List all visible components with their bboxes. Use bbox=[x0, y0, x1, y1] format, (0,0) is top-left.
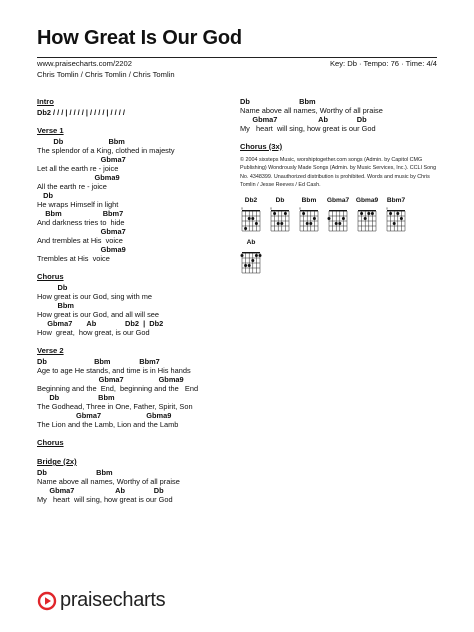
title-divider bbox=[37, 57, 437, 58]
chord-line: Gbma7 Gbma9 bbox=[37, 375, 184, 384]
fretboard-grid bbox=[240, 247, 262, 277]
lyric-line: My heart will sing, how great is our God bbox=[37, 495, 173, 504]
lyric-line: Let all the earth re - joice bbox=[37, 164, 119, 173]
lyric-line: The Godhead, Three in One, Father, Spirit, Son bbox=[37, 402, 193, 411]
finger-dot bbox=[273, 212, 276, 215]
song-title: How Great Is Our God bbox=[37, 27, 242, 49]
chord-diagram bbox=[269, 197, 291, 235]
finger-dot bbox=[313, 217, 316, 220]
section-title-chorus-3x: Chorus (3x) bbox=[240, 142, 283, 151]
section-title: Chorus bbox=[37, 272, 64, 281]
lyric-line: Age to age He stands, and time is in His hands bbox=[37, 366, 191, 375]
chord-line: Gbma7 Ab Db bbox=[240, 115, 367, 124]
fretboard-grid bbox=[327, 205, 349, 235]
chord-name: Db2 bbox=[244, 197, 258, 205]
lyric-line: And trembles at His voice bbox=[37, 236, 123, 245]
chord-diagram bbox=[356, 197, 378, 235]
chord-line: Bbm bbox=[37, 301, 74, 310]
fretboard-grid bbox=[269, 205, 291, 235]
finger-dot bbox=[248, 264, 251, 267]
chord-line: Db Bbm Bbm7 bbox=[37, 357, 160, 366]
chord-line: Gbma7 Gbma9 bbox=[37, 411, 172, 420]
fretboard-grid bbox=[298, 205, 320, 235]
section-title: Verse 1 bbox=[37, 126, 64, 135]
song-section bbox=[37, 272, 227, 337]
finger-dot bbox=[306, 222, 309, 225]
chord-line: Gbma7 Ab Db bbox=[37, 486, 164, 495]
finger-dot bbox=[338, 222, 341, 225]
finger-dot bbox=[400, 217, 403, 220]
chord-diagram bbox=[298, 197, 320, 235]
section-title: Intro bbox=[37, 97, 54, 106]
finger-dot bbox=[396, 212, 399, 215]
finger-dot bbox=[335, 222, 338, 225]
chord-name: Gbma7 bbox=[326, 197, 350, 205]
section-title: Verse 2 bbox=[37, 346, 64, 355]
song-section bbox=[37, 346, 227, 429]
chord-name: Bbm bbox=[301, 197, 317, 205]
lyric-line: Trembles at His voice bbox=[37, 254, 110, 263]
finger-dot bbox=[259, 254, 262, 257]
section-title: Bridge (2x) bbox=[37, 457, 77, 466]
finger-dot bbox=[367, 212, 370, 215]
play-circle-icon bbox=[37, 591, 57, 611]
finger-dot bbox=[328, 217, 331, 220]
finger-dot bbox=[371, 212, 374, 215]
chord-diagram-row bbox=[240, 197, 440, 235]
chord-line: Gbma7 bbox=[37, 155, 126, 164]
finger-dot bbox=[302, 212, 305, 215]
lyric-line: How great is our God, and all will see bbox=[37, 310, 160, 319]
muted-string-marker: x bbox=[270, 206, 272, 211]
lyric-line: And darkness tries to hide bbox=[37, 218, 125, 227]
finger-dot bbox=[255, 254, 258, 257]
song-section bbox=[37, 457, 227, 504]
muted-string-marker: x bbox=[299, 206, 301, 211]
chord-diagram bbox=[240, 197, 262, 235]
finger-dot bbox=[364, 217, 367, 220]
chord-diagrams bbox=[240, 197, 440, 277]
finger-dot bbox=[389, 212, 392, 215]
lyric-line: All the earth re - joice bbox=[37, 182, 107, 191]
finger-dot bbox=[244, 227, 247, 230]
chord-line: Db2 / / / | / / / / | / / / / | / / / / bbox=[37, 108, 125, 117]
chord-line: Db Bbm bbox=[37, 137, 125, 146]
lyric-line: My heart will sing, how great is our God bbox=[240, 124, 376, 133]
finger-dot bbox=[244, 264, 247, 267]
left-column bbox=[37, 97, 227, 513]
lyric-line: Name above all names, Worthy of all praise bbox=[37, 477, 180, 486]
chord-line: Db Bbm bbox=[37, 393, 115, 402]
lyric-line: Beginning and the End, beginning and the End bbox=[37, 384, 199, 393]
lyric-line: How great, how great, is our God bbox=[37, 328, 150, 337]
section-title: Chorus bbox=[37, 438, 64, 447]
chord-line: Gbma7 bbox=[37, 227, 126, 236]
chord-line: Gbma9 bbox=[37, 173, 120, 182]
finger-dot bbox=[251, 217, 254, 220]
lyric-line: The Lion and the Lamb, Lion and the Lamb bbox=[37, 420, 179, 429]
fretboard-grid bbox=[356, 205, 378, 235]
song-section bbox=[37, 97, 227, 117]
lyric-line: Name above all names, Worthy of all praise bbox=[240, 106, 383, 115]
logo-wordmark: praisecharts bbox=[60, 589, 166, 611]
muted-string-marker: x bbox=[386, 206, 388, 211]
chord-line: Gbma7 Ab Db2 | Db2 bbox=[37, 319, 164, 328]
chord-diagram bbox=[327, 197, 349, 235]
key-tempo-time: Key: Db · Tempo: 76 · Time: 4/4 bbox=[329, 59, 437, 68]
chord-name: Db bbox=[275, 197, 285, 205]
chord-name: Bbm7 bbox=[386, 197, 406, 205]
muted-string-marker: x bbox=[241, 206, 243, 211]
chord-name: Ab bbox=[246, 239, 256, 247]
lyric-line: He wraps Himself in light bbox=[37, 200, 119, 209]
chord-diagram-row bbox=[240, 239, 440, 277]
chord-diagram bbox=[385, 197, 407, 235]
chord-name: Gbma9 bbox=[355, 197, 379, 205]
finger-dot bbox=[284, 212, 287, 215]
chord-line: Gbma9 bbox=[37, 245, 126, 254]
finger-dot bbox=[277, 222, 280, 225]
lyric-line: How great is our God, sing with me bbox=[37, 292, 153, 301]
praisecharts-logo[interactable] bbox=[37, 589, 165, 612]
finger-dot bbox=[309, 222, 312, 225]
finger-dot bbox=[251, 259, 254, 262]
song-authors: Chris Tomlin / Chris Tomlin / Chris Tomlin bbox=[37, 70, 175, 79]
fretboard-grid bbox=[240, 205, 262, 235]
bridge-continuation bbox=[240, 97, 440, 133]
finger-dot bbox=[360, 212, 363, 215]
finger-dot bbox=[248, 217, 251, 220]
right-column bbox=[240, 97, 440, 281]
chord-line: Db bbox=[37, 283, 68, 292]
finger-dot bbox=[241, 254, 244, 257]
song-section bbox=[37, 126, 227, 263]
lyric-line: The splendor of a King, clothed in majesty bbox=[37, 146, 175, 155]
finger-dot bbox=[255, 222, 258, 225]
chord-line: Db Bbm bbox=[240, 97, 316, 106]
chord-line: Db Bbm bbox=[37, 468, 113, 477]
chord-line: Db bbox=[37, 191, 54, 200]
chord-line: Bbm Bbm7 bbox=[37, 209, 124, 218]
song-url[interactable]: www.praisecharts.com/2202 bbox=[37, 59, 132, 68]
finger-dot bbox=[393, 222, 396, 225]
chord-diagram bbox=[240, 239, 262, 277]
fretboard-grid bbox=[385, 205, 407, 235]
song-section bbox=[37, 438, 227, 448]
finger-dot bbox=[342, 217, 345, 220]
copyright-notice: © 2004 sixsteps Music, worshiptogether.com songs (Admin. by Capitol CMG Publishing) Wondrously Made Songs (Admin. by Music Services, Inc.). CCLI Song No. 4348399. Unauthorized distribution is prohibited. Words and music by Chris Tomlin / Jesse Reeves / Ed Cash. bbox=[240, 157, 437, 188]
finger-dot bbox=[280, 222, 283, 225]
